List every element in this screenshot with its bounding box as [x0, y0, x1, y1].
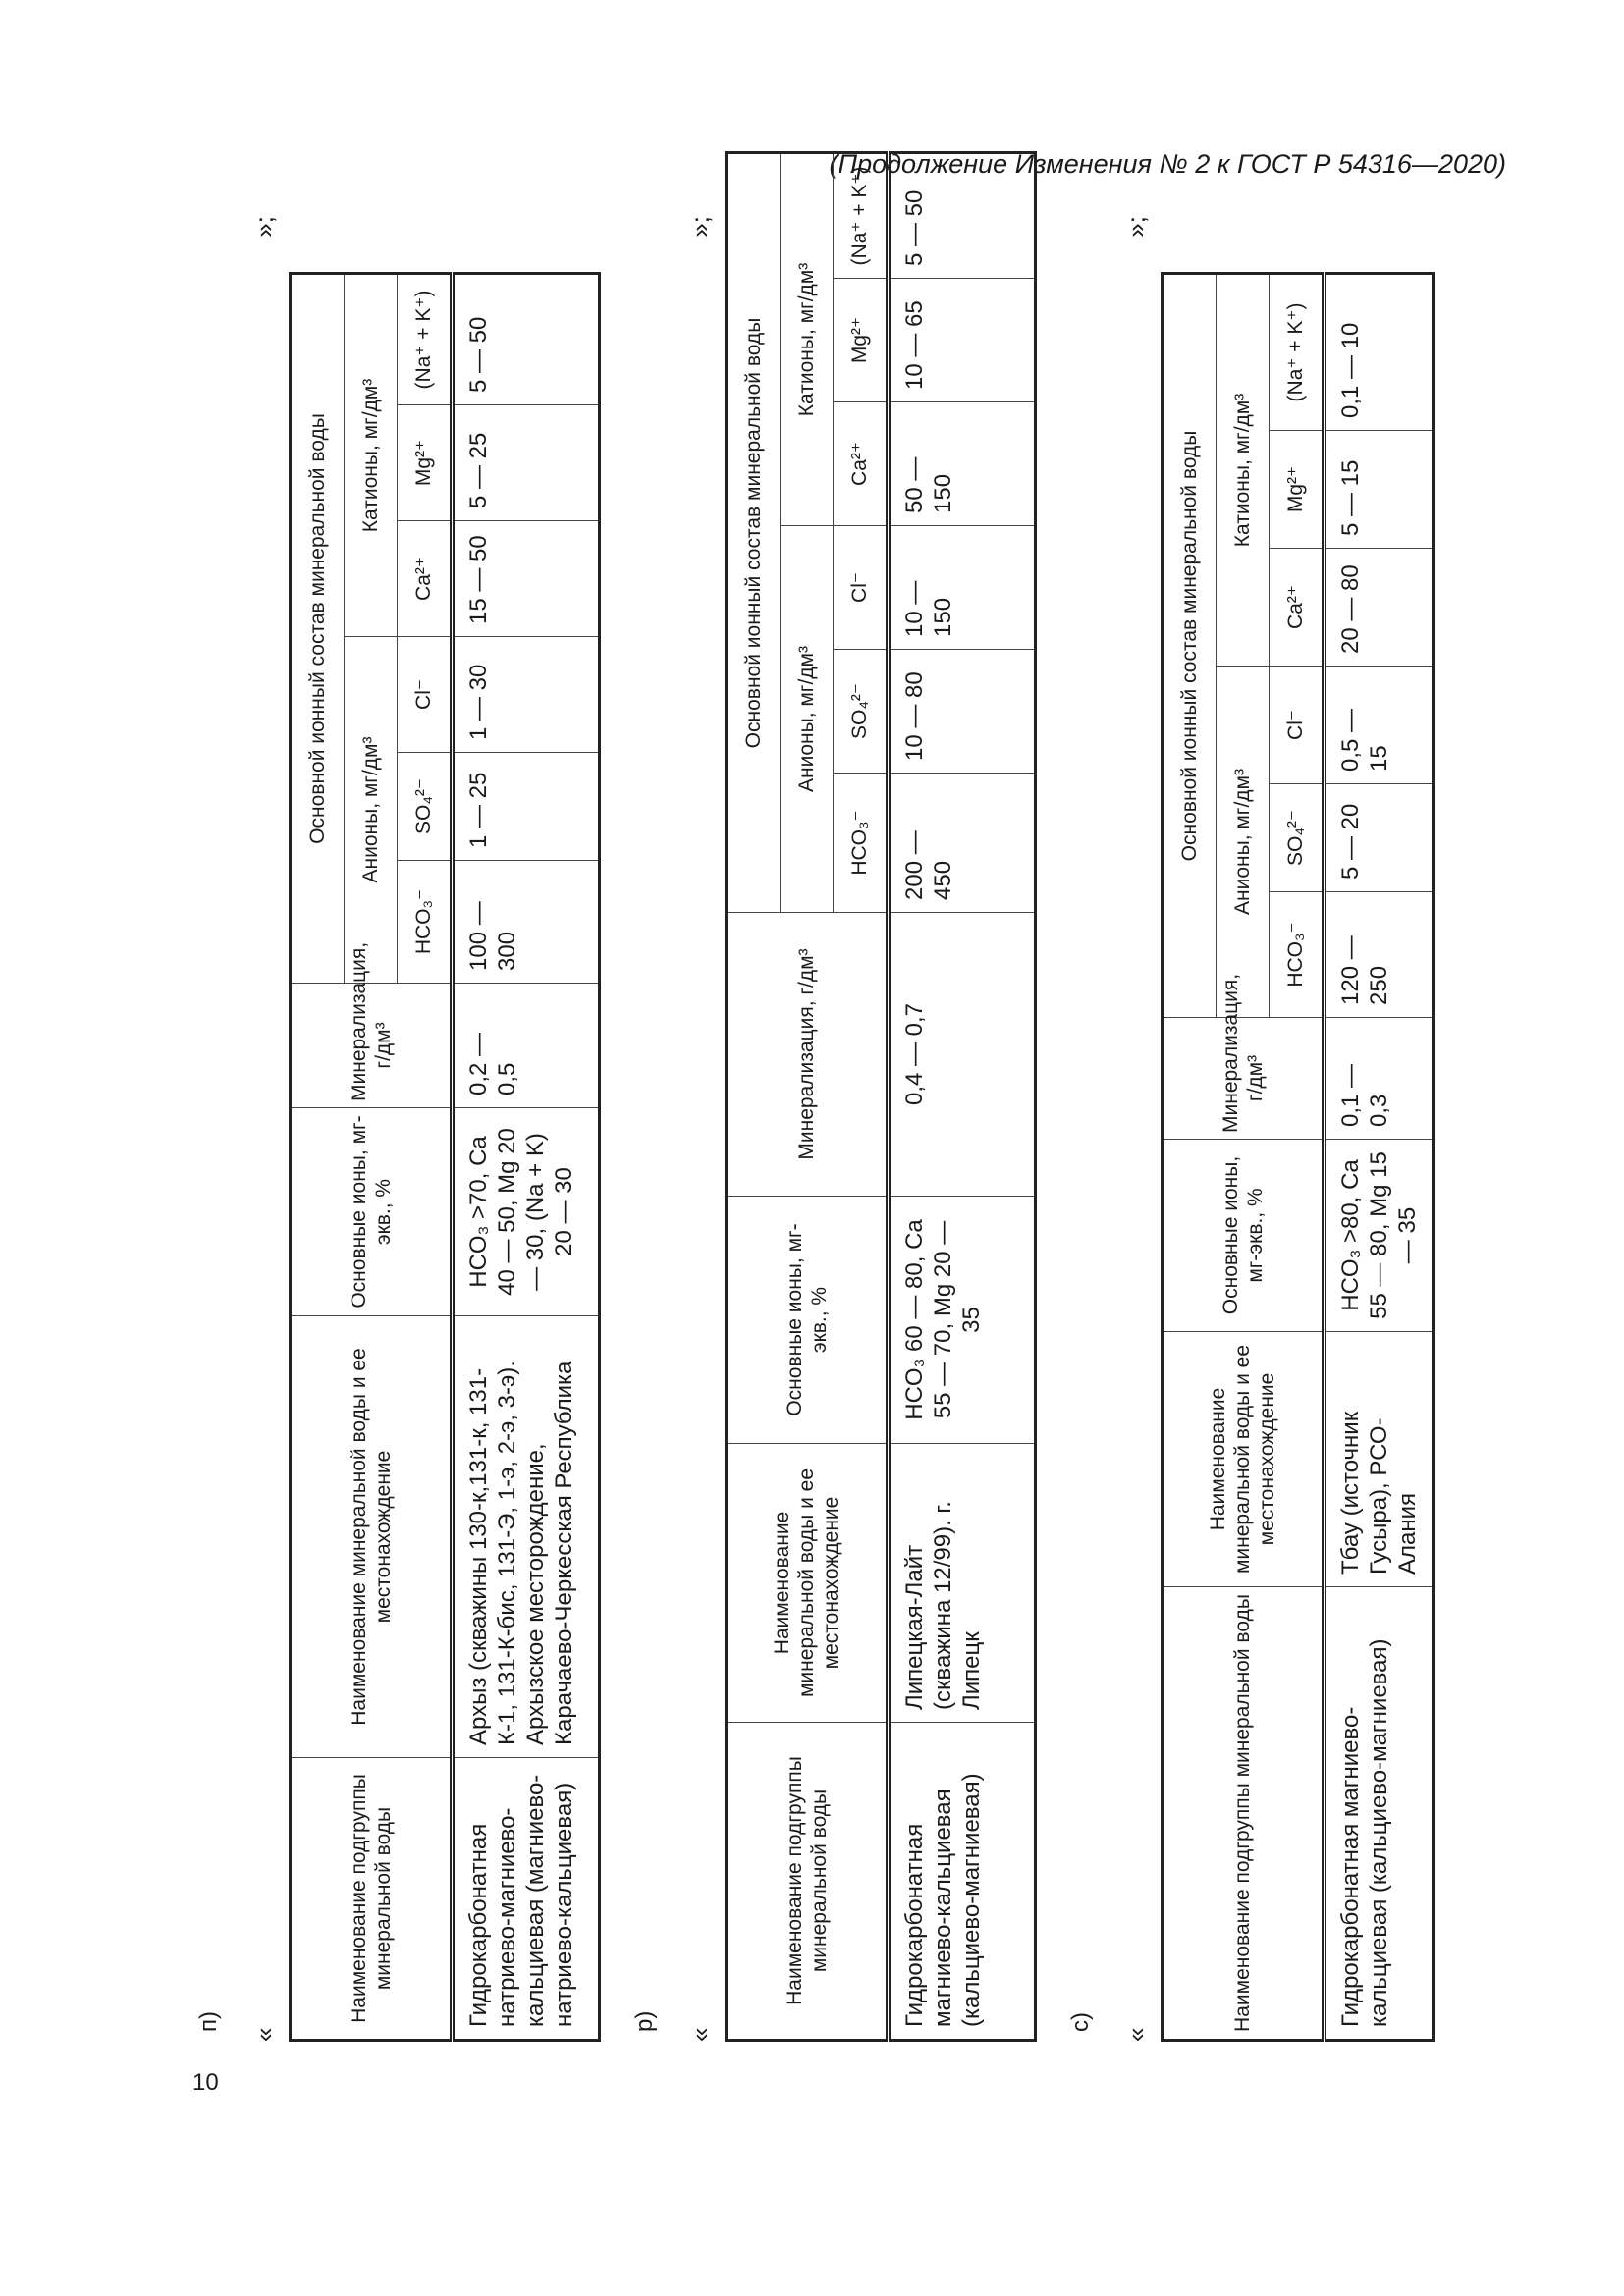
cell-mineralization: 0,4 — 0,7 [889, 913, 1036, 1197]
header-mg: Mg²⁺ [398, 405, 453, 521]
cell-cl: 1 — 30 [453, 637, 600, 753]
section-label: п) [195, 2011, 222, 2032]
cell-mg: 10 — 65 [889, 279, 1036, 402]
header-hco3: HCO₃⁻ [834, 774, 889, 913]
header-ions: Основные ионы, мг-экв., % [727, 1197, 889, 1444]
quote-close: »; [685, 216, 715, 238]
table-section-s [1064, 216, 1435, 2042]
header-nak: (Na⁺ + K⁺) [1270, 273, 1325, 430]
header-nak: (Na⁺ + K⁺) [834, 152, 889, 278]
cell-nak: 5 — 50 [453, 273, 600, 404]
cell-so4: 1 — 25 [453, 753, 600, 861]
header-name: Наименование минеральной воды и ее местонахождение [727, 1444, 889, 1723]
cell-name: Тбау (источник Гусыра), РСО-Алания [1325, 1332, 1434, 1587]
cell-subgroup: Гидрокарбонатная магниево-кальциевая (кальциево-магниевая) [889, 1723, 1036, 2041]
cell-ions: HCO₃ 60 — 80, Ca 55 — 70, Mg 20 — 35 [889, 1197, 1036, 1444]
header-subgroup: Наименование подгруппы минеральной воды [727, 1723, 889, 2041]
cell-subgroup: Гидрокарбонатная магниево-кальциевая (кальциево-магниевая) [1325, 1587, 1434, 2041]
quote-open: « [685, 2027, 715, 2042]
table-row [889, 152, 1036, 2040]
cell-hco3: 100 — 300 [453, 861, 600, 984]
cell-ca: 15 — 50 [453, 521, 600, 637]
cell-mg: 5 — 25 [453, 405, 600, 521]
header-so4: SO₄²⁻ [398, 753, 453, 861]
cell-ions: HCO₃ >70, Ca 40 — 50, Mg 20 — 30, (Na + K) 20 — 30 [453, 1108, 600, 1316]
cell-name: Архыз (скважины 130-к,131-к, 131-К-1, 131-К-бис, 131-Э, 1-э, 2-э, 3-э). Архызское месторождение, Карачаево-Черкесская Республика [453, 1316, 600, 1758]
cell-cl: 0,5 — 15 [1325, 667, 1434, 784]
table-section-p [192, 216, 601, 2042]
header-cl: Cl⁻ [398, 637, 453, 753]
header-name: Наименование минеральной воды и ее местонахождение [1163, 1332, 1325, 1587]
cell-cl: 10 — 150 [889, 526, 1036, 650]
cell-ca: 50 — 150 [889, 402, 1036, 526]
header-anions: Анионы, мг/дм³ [781, 526, 834, 913]
header-mineralization: Минерализация, г/дм³ [727, 913, 889, 1197]
cell-name: Липецкая-Лайт (скважина 12/99). г. Липецк [889, 1444, 1036, 1723]
table-section-r [628, 166, 1037, 2042]
cell-ca: 20 — 80 [1325, 549, 1434, 667]
quote-open: « [249, 2027, 279, 2042]
header-mg: Mg²⁺ [1270, 431, 1325, 549]
header-composition: Основной ионный состав минеральной воды [727, 152, 781, 912]
header-hco3: HCO₃⁻ [398, 861, 453, 984]
header-subgroup: Наименование подгруппы минеральной воды [1163, 1587, 1325, 2041]
cell-mineralization: 0,1 — 0,3 [1325, 1018, 1434, 1140]
cell-so4: 5 — 20 [1325, 784, 1434, 892]
header-ions: Основные ионы, мг-экв., % [291, 1108, 453, 1316]
cell-hco3: 120 — 250 [1325, 892, 1434, 1018]
cell-mineralization: 0,2 — 0,5 [453, 984, 600, 1108]
header-name: Наименование минеральной воды и ее местонахождение [291, 1316, 453, 1758]
cell-nak: 0,1 — 10 [1325, 273, 1434, 430]
header-ca: Ca²⁺ [1270, 549, 1325, 667]
mineral-water-table [725, 151, 1037, 2042]
cell-ions: HCO₃ >80, Ca 55 — 80, Mg 15 — 35 [1325, 1140, 1434, 1332]
header-composition: Основной ионный состав минеральной воды [1163, 273, 1217, 1017]
cell-hco3: 200 — 450 [889, 774, 1036, 913]
header-cl: Cl⁻ [1270, 667, 1325, 784]
header-hco3: HCO₃⁻ [1270, 892, 1325, 1018]
header-cations: Катионы, мг/дм³ [345, 273, 398, 636]
mineral-water-table [289, 272, 601, 2042]
header-cations: Катионы, мг/дм³ [1217, 273, 1270, 666]
cell-subgroup: Гидрокарбонатная натриево-магниево-кальциевая (магниево-натриево-кальциевая) [453, 1758, 600, 2041]
section-label: р) [631, 2010, 658, 2032]
cell-nak: 5 — 50 [889, 152, 1036, 278]
page-header: (Продолжение Изменения № 2 к ГОСТ Р 54316—2020) [829, 149, 1506, 179]
table-row [453, 273, 600, 2040]
header-subgroup: Наименование подгруппы минеральной воды [291, 1758, 453, 2041]
table-row [1325, 273, 1434, 2040]
header-anions: Анионы, мг/дм³ [1217, 667, 1270, 1018]
header-cl: Cl⁻ [834, 526, 889, 650]
quote-open: « [1121, 2027, 1151, 2042]
quote-close: »; [249, 216, 279, 238]
cell-mg: 5 — 15 [1325, 431, 1434, 549]
quote-close: »; [1121, 216, 1151, 238]
header-anions: Анионы, мг/дм³ [345, 637, 398, 984]
header-mg: Mg²⁺ [834, 279, 889, 402]
page-number: 10 [192, 2069, 219, 2096]
header-mineralization: Минерализация, г/дм³ [1163, 1018, 1325, 1140]
cell-so4: 10 — 80 [889, 650, 1036, 774]
header-mineralization: Минерализация, г/дм³ [291, 984, 453, 1108]
section-label: с) [1067, 2012, 1094, 2032]
header-ions: Основные ионы, мг-экв., % [1163, 1140, 1325, 1332]
header-cations: Катионы, мг/дм³ [781, 152, 834, 525]
header-ca: Ca²⁺ [398, 521, 453, 637]
header-nak: (Na⁺ + K⁺) [398, 273, 453, 404]
header-ca: Ca²⁺ [834, 402, 889, 526]
header-so4: SO₄²⁻ [1270, 784, 1325, 892]
mineral-water-table [1161, 272, 1435, 2042]
header-composition: Основной ионный состав минеральной воды [291, 273, 345, 983]
header-so4: SO₄²⁻ [834, 650, 889, 774]
